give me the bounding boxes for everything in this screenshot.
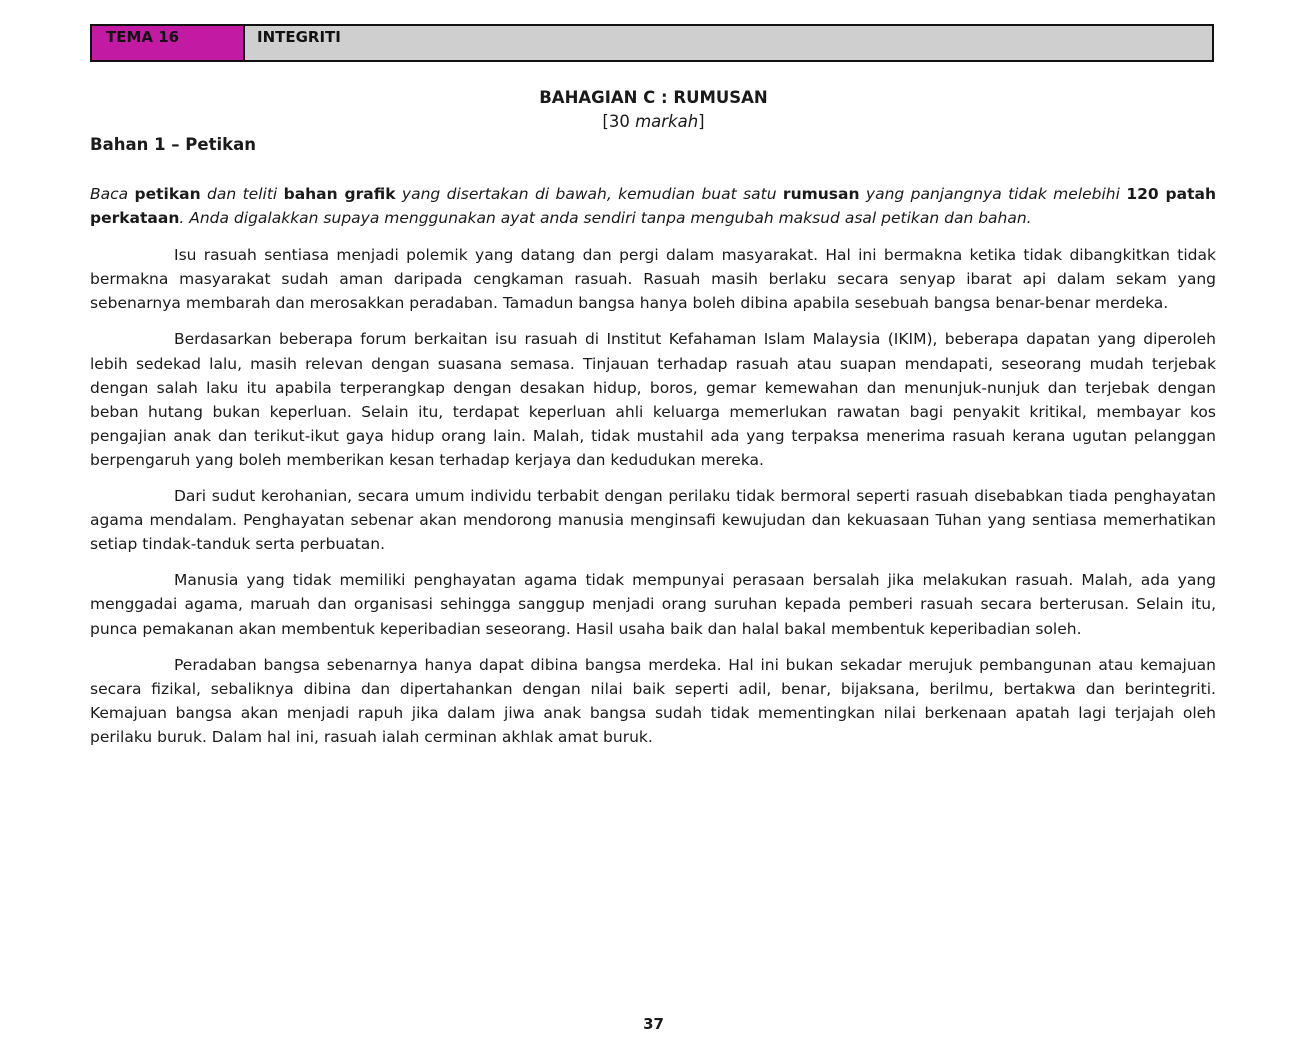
- page-number: 37: [643, 1015, 664, 1033]
- section-title: BAHAGIAN C : RUMUSAN: [539, 88, 768, 107]
- paragraph: Berdasarkan beberapa forum berkaitan isu rasuah di Institut Kefahaman Islam Malaysia (IKIM), beberapa dapatan yang diperoleh lebih sedekad lalu, masih relevan dengan suasana semasa. Tinjauan terhadap rasuah atau suapan mendapati, seseorang mudah terjebak dengan salah laku itu apabila terperangkap dengan desakan hidup, boros, gemar kemewahan dan menunjuk-nunjuk dan terjebak dengan beban hutang bukan keperluan. Selain itu, terdapat keperluan ahli keluarga memerlukan rawatan bagi penyakit kritikal, membayar kos pengajian anak dan terikut-ikut gaya hidup orang lain. Malah, tidak mustahil ada yang terpaksa menerima rasuah kerana ugutan pelanggan berpengaruh yang boleh memberikan kesan terhadap kerjaya dan kedudukan mereka.: [90, 330, 1216, 469]
- marks-label: [30 markah]: [602, 112, 705, 131]
- instruction-text: Baca petikan dan teliti bahan grafik yang disertakan di bawah, kemudian buat satu rumusan yang panjangnya tidak melebihi 120 patah perkataan. Anda digalakkan supaya menggunakan ayat anda sendiri tanpa mengubah maksud asal petikan dan bahan.: [90, 185, 1216, 228]
- paragraph: Peradaban bangsa sebenarnya hanya dapat dibina bangsa merdeka. Hal ini bukan sekadar merujuk pembangunan atau kemajuan secara fizikal, sebaliknya dibina dan dipertahankan dengan nilai baik seperti adil, benar, bijaksana, berilmu, bertakwa dan berintegriti. Kemajuan bangsa akan menjadi rapuh jika dalam jiwa anak bangsa sudah tidak mementingkan nilai berkenaan apatah lagi terjajah oleh perilaku buruk. Dalam hal ini, rasuah ialah cerminan akhlak amat buruk.: [90, 655, 1216, 746]
- theme-name: INTEGRITI: [245, 26, 1212, 60]
- source-label: Bahan 1 – Petikan: [90, 135, 256, 154]
- paragraph: Isu rasuah sentiasa menjadi polemik yang datang dan pergi dalam masyarakat. Hal ini bermakna ketika tidak dibangkitkan tidak bermakna masyarakat sudah aman daripada cengkaman rasuah. Rasuah masih berlaku secara senyap ibarat api dalam sekam yang sebenarnya membarah dan merosakkan peradaban. Tamadun bangsa hanya boleh dibina apabila sesebuah bangsa benar-benar merdeka.: [90, 246, 1216, 313]
- paragraph: Dari sudut kerohanian, secara umum individu terbabit dengan perilaku tidak bermoral seperti rasuah disebabkan tiada penghayatan agama mendalam. Penghayatan sebenar akan mendorong manusia menginsafi kewujudan dan kekuasaan Tuhan yang sentiasa memerhatikan setiap tindak-tanduk serta perbuatan.: [90, 487, 1216, 554]
- paragraph: Manusia yang tidak memiliki penghayatan agama tidak mempunyai perasaan bersalah jika melakukan rasuah. Malah, ada yang menggadai agama, maruah dan organisasi sehingga sanggup menjadi orang suruhan kepada pemberi rasuah secara berterusan. Selain itu, punca pemakanan akan membentuk keperibadian seseorang. Hasil usaha baik dan halal bakal membentuk keperibadian soleh.: [90, 571, 1216, 638]
- passage-body: [90, 182, 1216, 761]
- marks-word: markah: [635, 112, 699, 131]
- theme-tag: TEMA 16: [92, 26, 245, 60]
- theme-header: [90, 24, 1214, 62]
